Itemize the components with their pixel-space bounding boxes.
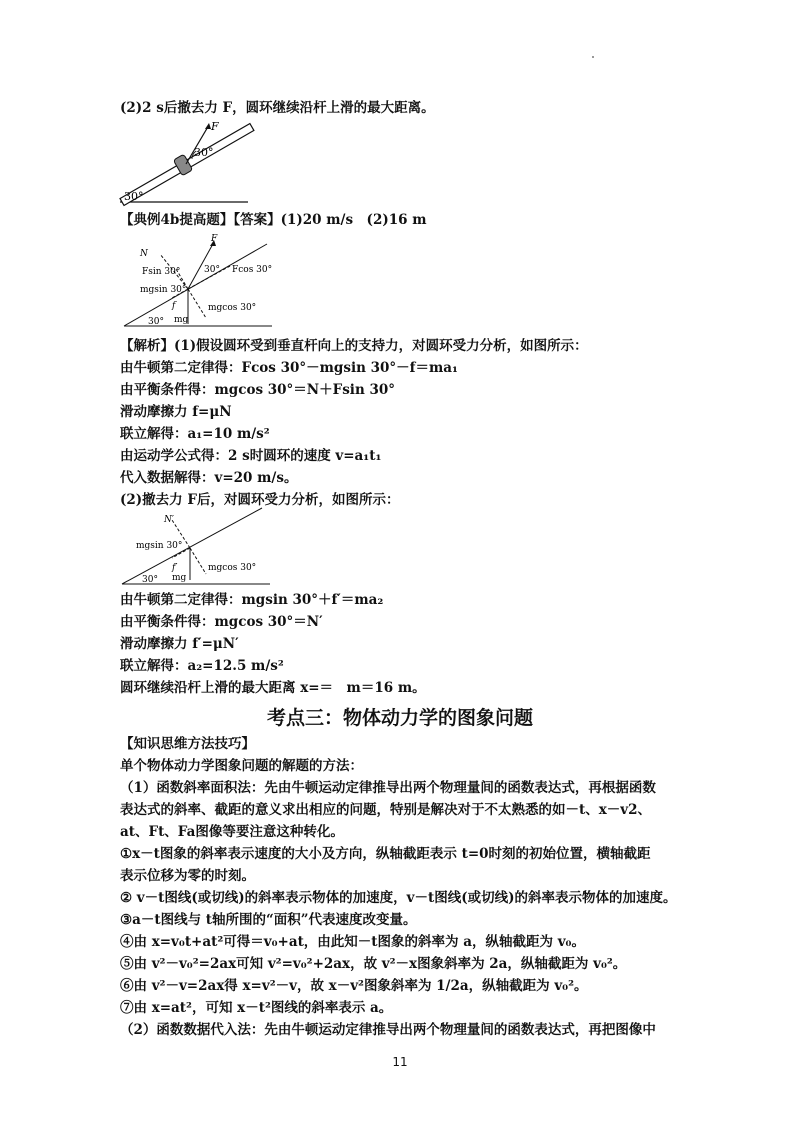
- mgcos-vector: [190, 548, 206, 574]
- figure-label: 30°: [142, 575, 158, 585]
- figure-label: N: [140, 249, 148, 259]
- answer-line: 【典例4b提高题】【答案】(1)20 m/s (2)16 m: [120, 212, 427, 228]
- figure-label: Fcos 30°: [232, 265, 273, 275]
- tips-line-11: ⑤由 v²－v₀²=2ax可知 v²=v₀²+2ax，故 v²－x图象斜率为 2a，纵轴截距为 v₀²。: [120, 956, 627, 972]
- scan-speck: [592, 56, 594, 58]
- figure-force-analysis-1: [122, 234, 282, 328]
- tips-line-6: ①x－t图象的斜率表示速度的大小及方向，纵轴截距表示 t=0时刻的初始位置，横轴截距: [120, 846, 651, 862]
- figure-force-analysis-2: [120, 512, 280, 586]
- tips-line-5: at、Ft、Fa图像等要注意这种转化。: [120, 824, 344, 840]
- tips-line-12: ⑥由 v²－v=2ax得 x=v²－v，故 x－v²图象斜率为 1/2a，纵轴截距为 v₀²。: [120, 978, 588, 994]
- figure-label: N′: [164, 515, 174, 525]
- figure-label: f′: [172, 563, 178, 573]
- analysis2-line-3: 滑动摩擦力 f′=μN′: [120, 636, 239, 652]
- analysis-line-7: 代入数据解得：v=20 m/s。: [120, 470, 298, 486]
- figure-label: f: [172, 301, 176, 311]
- tips-line-8: ② v－t图线(或切线)的斜率表示物体的加速度，v－t图线(或切线)的斜率表示物体的加速度。: [120, 890, 677, 906]
- figure-ring-on-rod: [120, 118, 280, 204]
- tips-line-7: 表示位移为零的时刻。: [120, 868, 255, 884]
- mgcos-vector: [188, 289, 206, 318]
- figure-label: 30°: [148, 317, 164, 327]
- angle-label-top: 30°: [194, 146, 214, 159]
- question-text: (2)2 s后撤去力 F，圆环继续沿杆上滑的最大距离。: [120, 100, 435, 116]
- analysis-line-3: 由平衡条件得：mgcos 30°＝N＋Fsin 30°: [120, 382, 395, 398]
- analysis2-line-4: 联立解得：a₂=12.5 m/s²: [120, 658, 284, 674]
- tips-line-3: （1）函数斜率面积法：先由牛顿运动定律推导出两个物理量间的函数表达式，再根据函数: [120, 780, 656, 796]
- analysis-line-8: (2)撤去力 F后，对圆环受力分析，如图所示：: [120, 492, 400, 508]
- figure-label: 30°: [204, 265, 220, 275]
- analysis-line-6: 由运动学公式得：2 s时圆环的速度 v=a₁t₁: [120, 448, 382, 464]
- figure-label: F: [211, 234, 218, 244]
- tips-line-4: 表达式的斜率、截距的意义求出相应的问题，特别是解决对于不太熟悉的如－t、x－v2、: [120, 802, 652, 818]
- figure-label: Fsin 30°: [142, 267, 181, 277]
- angle-label-bottom: 30°: [124, 190, 144, 203]
- tips-line-9: ③a－t图线与 t轴所围的“面积”代表速度改变量。: [120, 912, 417, 928]
- figure-label: mgcos 30°: [208, 563, 257, 573]
- analysis-line-5: 联立解得：a₁=10 m/s²: [120, 426, 270, 442]
- figure-label: mg: [172, 573, 187, 583]
- figure-label: mgsin 30°: [136, 541, 183, 551]
- analysis-line-1: 【解析】(1)假设圆环受到垂直杆向上的支持力，对圆环受力分析，如图所示：: [120, 338, 588, 354]
- analysis2-line-1: 由牛顿第二定律得：mgsin 30°＋f′＝ma₂: [120, 592, 384, 608]
- analysis-line-4: 滑动摩擦力 f=μN: [120, 404, 232, 420]
- tips-line-14: （2）函数数据代入法：先由牛顿运动定律推导出两个物理量间的函数表达式，再把图像中: [120, 1022, 656, 1038]
- analysis2-line-5: 圆环继续沿杆上滑的最大距离 x=＝ m＝16 m。: [120, 680, 426, 696]
- tips-line-10: ④由 x=v₀t+at²可得＝v₀+at，由此知－t图象的斜率为 a，纵轴截距为 v₀。: [120, 934, 585, 950]
- tips-line-13: ⑦由 x=at²，可知 x－t²图线的斜率表示 a。: [120, 1000, 393, 1016]
- figure-label: mgcos 30°: [208, 303, 257, 313]
- analysis2-line-2: 由平衡条件得：mgcos 30°＝N′: [120, 614, 323, 630]
- force-label: F: [211, 120, 219, 133]
- page-number: 11: [392, 1055, 408, 1069]
- tips-line-2: 单个物体动力学图象问题的解题的方法：: [120, 758, 363, 774]
- tips-line-1: 【知识思维方法技巧】: [120, 736, 255, 752]
- section-title: 考点三：物体动力学的图象问题: [266, 707, 533, 729]
- figure-label: mgsin 30°: [140, 285, 187, 295]
- analysis-line-2: 由牛顿第二定律得：Fcos 30°－mgsin 30°－f＝ma₁: [120, 360, 458, 376]
- figure-label: mg: [174, 315, 189, 325]
